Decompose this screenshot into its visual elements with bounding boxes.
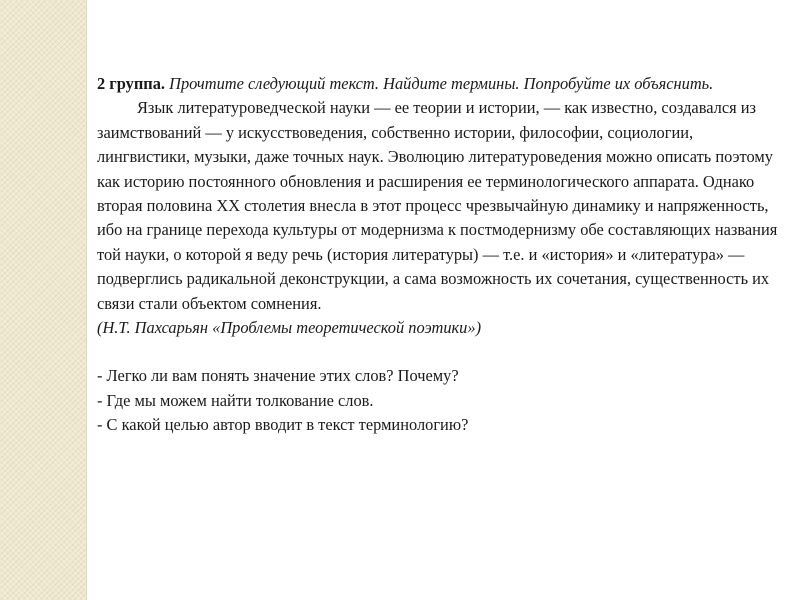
quoted-text: Язык литературоведческой науки — ее теории и истории, — как известно, создавался из заимствований — у искусствоведения, собственно истории, философии, социологии, лингвистики, музыки, даже точных наук. Эволюцию литературоведения можно описать поэтому как историю постоянного обновления и расширения ее терминологического аппарата. Однако вторая половина ХХ столетия внесла в этот процесс чрезвычайную динамику и напряженность, ибо на границе перехода культуры от модернизма к постмодернизму обе составляющих названия той науки, о которой я веду речь (история литературы) — т.е. и «история» и «литература» — подверглись радикальной деконструкции, а сама возможность их сочетания, существенность их связи стали объектом сомнения. — [97, 98, 778, 313]
slide-content — [97, 72, 787, 438]
slide-heading — [97, 72, 787, 96]
source-citation: (Н.Т. Пахсарьян «Проблемы теоретической поэтики») — [97, 318, 482, 338]
side-band-divider — [86, 0, 87, 600]
decorative-side-band — [0, 0, 86, 600]
group-label: 2 группа. — [97, 74, 166, 93]
question-item: - Легко ли вам понять значение этих слов? Почему? — [97, 366, 459, 386]
task-instruction: Прочтите следующий текст. Найдите термины. Попробуйте их объяснить. — [169, 74, 714, 93]
question-item: - С какой целью автор вводит в текст терминологию? — [97, 415, 469, 435]
question-list — [97, 364, 787, 437]
question-item: - Где мы можем найти толкование слов. — [97, 390, 374, 410]
